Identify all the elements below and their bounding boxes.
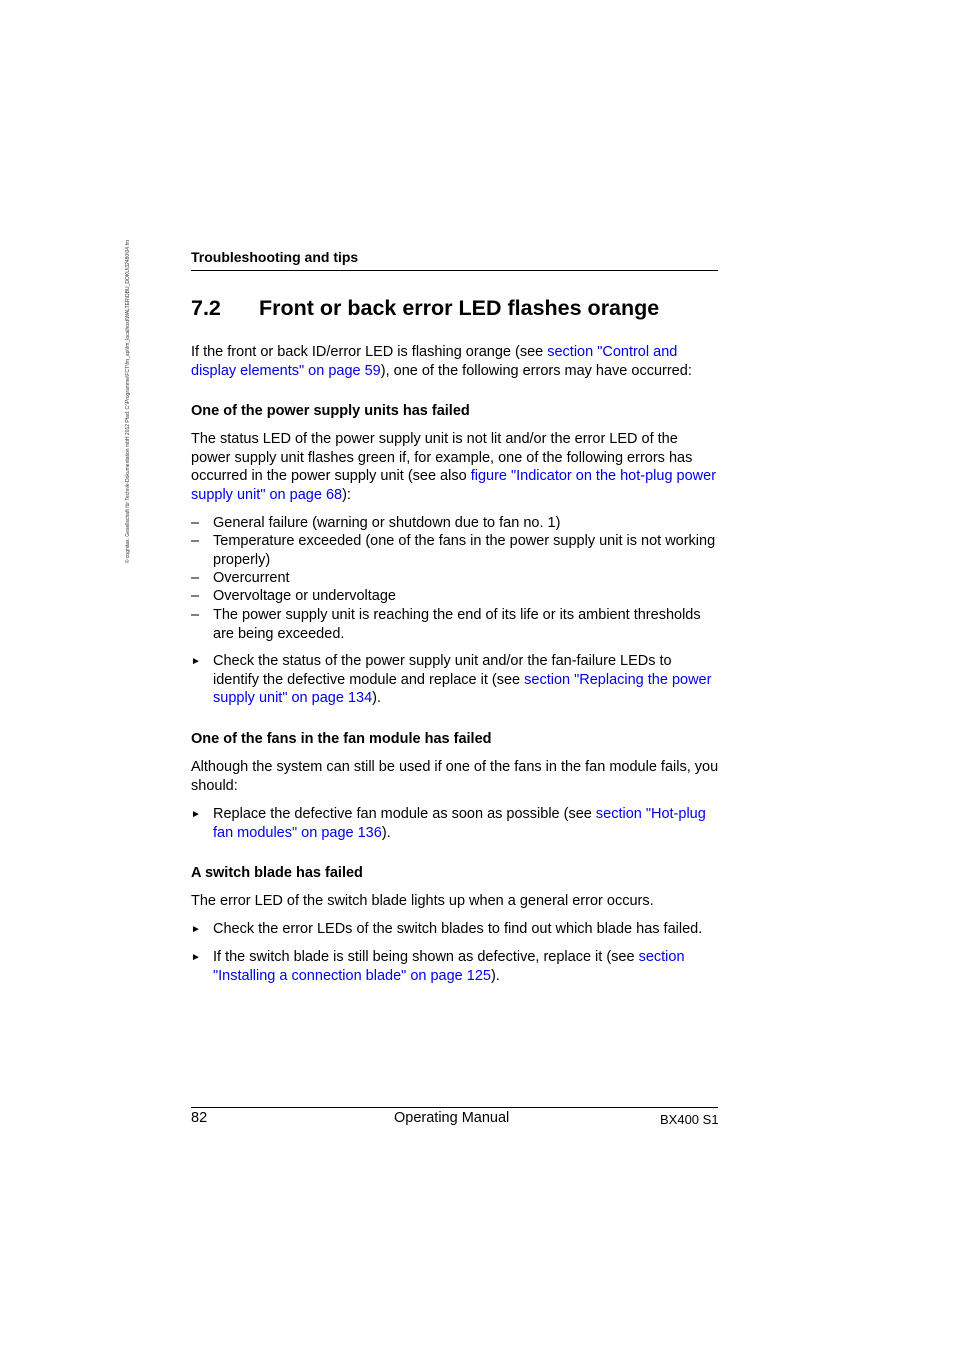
list-item: – General failure (warning or shutdown due to fan no. 1) [191,515,561,531]
action-item: ► Check the status of the power supply unit and/or the fan-failure LEDs to identify the defective module and replace it (see section "Replacing the power supply unit" on page 134). [191,653,712,707]
fans-paragraph: Although the system can still be used if one of the fans in the fan module fails, you should: [191,759,719,794]
arrow-bullet-icon: ► [191,656,201,667]
section-title: Front or back error LED flashes orange [259,296,660,320]
link-control-display-elements[interactable]: section "Control and display elements" on page 59 [191,344,678,379]
footer-center: Operating Manual [394,1110,510,1126]
page-number: 82 [191,1110,208,1126]
heading-fan-failed: One of the fans in the fan module has failed [191,731,492,747]
section-heading [191,296,659,321]
footer-product: BX400 S1 [660,1112,719,1127]
running-header: Troubleshooting and tips [191,249,359,265]
section-number: 7.2 [191,296,221,320]
action-item: ► Check the error LEDs of the switch blades to find out which blade has failed. [191,920,721,939]
heading-power-supply-failed: One of the power supply units has failed [191,403,470,419]
link-hot-plug-fan-modules[interactable]: section "Hot-plug fan modules" on page 136 [213,806,706,841]
arrow-bullet-icon: ► [191,924,201,935]
list-item: – Temperature exceeded (one of the fans in the power supply unit is not working properly) [191,533,716,568]
list-item: – The power supply unit is reaching the end of its life or its ambient thresholds are being exceeded. [191,607,701,642]
arrow-bullet-icon: ► [191,809,201,820]
side-note: © cognitas. Gesellschaft für Technik-Dokumentation mbH 2012 Pfad: C:\Programme\FCT\fm_api\fm_localhost\WALTER\DBU_DOKU\32480\04.fm [125,240,131,564]
heading-switch-blade-failed: A switch blade has failed [191,865,363,881]
arrow-bullet-icon: ► [191,952,201,963]
footer-rule [191,1107,718,1108]
power-paragraph: The status LED of the power supply unit is not lit and/or the error LED of the power supply unit flashes green if, for example, one of the following errors has occurred in the power supply unit (see also figure "Indicator on the hot-plug power supply unit" on page 68): [191,431,717,503]
switch-paragraph: The error LED of the switch blade lights up when a general error occurs. [191,893,654,909]
intro-paragraph: If the front or back ID/error LED is flashing orange (see section "Control and display elements" on page 59), one of the following errors may have occurred: [191,344,692,379]
list-item: – Overvoltage or undervoltage [191,588,396,604]
list-item: – Overcurrent [191,570,290,586]
link-installing-connection-blade[interactable]: section "Installing a connection blade" on page 125 [213,949,685,984]
link-indicator-hot-plug-psu[interactable]: figure "Indicator on the hot-plug power supply unit" on page 68 [191,468,717,503]
action-item: ► Replace the defective fan module as soon as possible (see section "Hot-plug fan modules" on page 136). [191,806,706,841]
link-replacing-psu[interactable]: section "Replacing the power supply unit" on page 134 [213,671,712,707]
header-rule [191,270,718,271]
action-item: ► If the switch blade is still being shown as defective, replace it (see section "Installing a connection blade" on page 125). [191,949,685,984]
